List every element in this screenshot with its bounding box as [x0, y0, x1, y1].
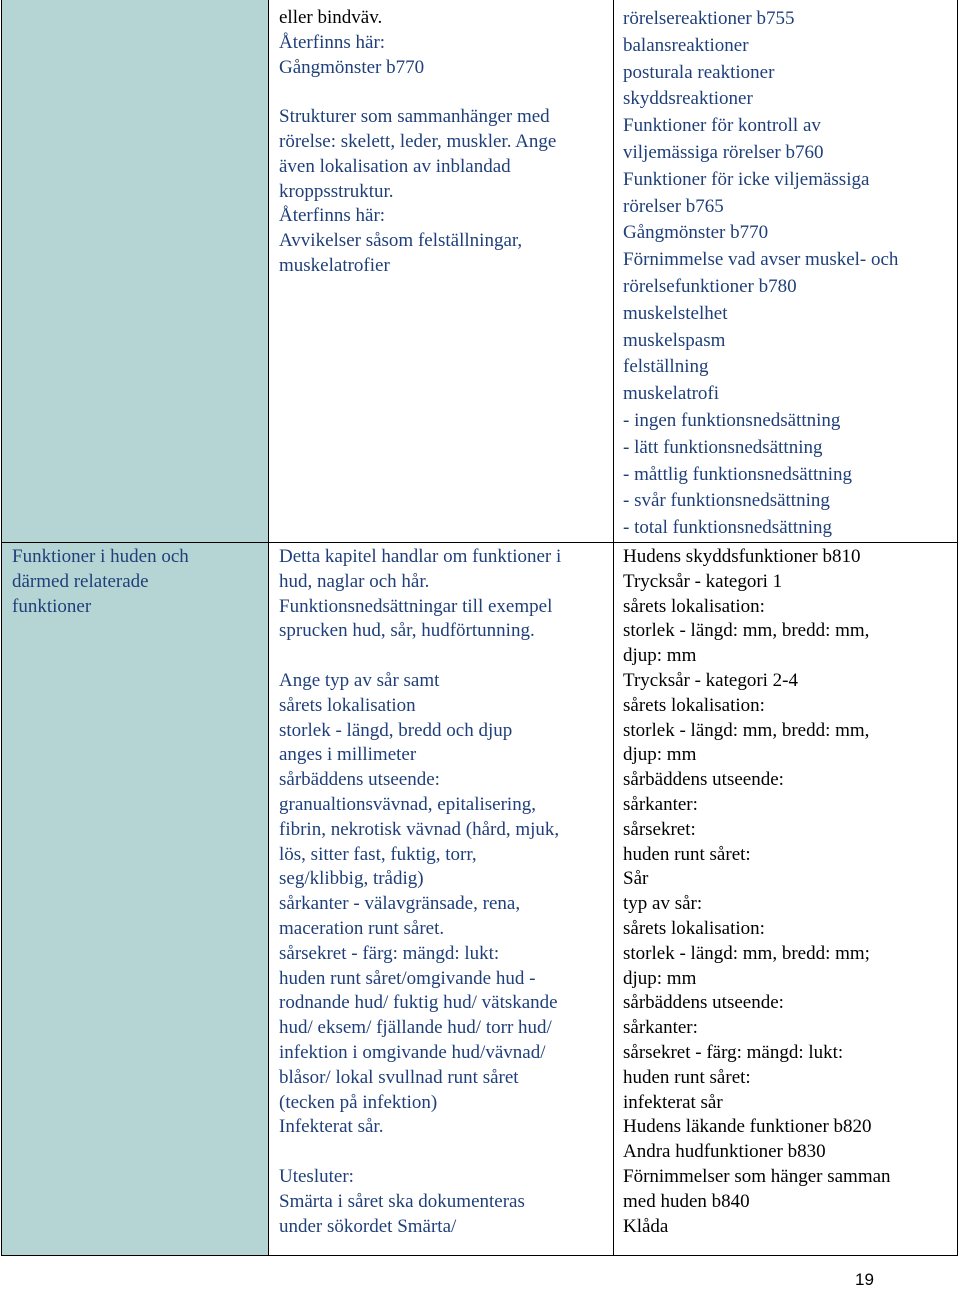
- text-line: rörelse: skelett, leder, muskler. Ange: [279, 130, 557, 152]
- text-line: infekterat sår: [623, 1091, 723, 1113]
- text-line: huden runt såret:: [623, 843, 751, 865]
- text-line: Strukturer som sammanhänger med: [279, 106, 550, 128]
- text-line: Trycksår - kategori 2-4: [623, 669, 799, 691]
- text-line: Trycksår - kategori 1: [623, 570, 783, 592]
- text-line: anges i millimeter: [279, 744, 417, 766]
- terms-column: [614, 0, 958, 1256]
- row-divider: [1, 542, 958, 543]
- text-line: sårsekret - färg: mängd: lukt:: [279, 942, 500, 964]
- text-line: Sår: [623, 868, 649, 890]
- text-line: med huden b840: [623, 1190, 750, 1212]
- text-line: rodnande hud/ fuktig hud/ vätskande: [279, 992, 558, 1014]
- text-line: Funktioner för kontroll av: [623, 115, 821, 137]
- text-line: fibrin, nekrotisk vävnad (hård, mjuk,: [279, 818, 560, 840]
- text-line: Ange typ av sår samt: [279, 669, 440, 691]
- page-number: 19: [855, 1270, 874, 1289]
- text-line: storlek - längd: mm, bredd: mm,: [623, 620, 870, 642]
- text-line: storlek - längd: mm, bredd: mm;: [623, 942, 870, 964]
- text-line: sårkanter:: [623, 1017, 698, 1039]
- text-line: Återfinns här:: [279, 31, 386, 53]
- text-line: under sökordet Smärta/: [279, 1215, 457, 1237]
- description-column: [269, 0, 614, 1256]
- text-line: seg/klibbig, trådig): [279, 868, 424, 890]
- text-line: Funktioner i huden och: [12, 546, 189, 567]
- text-line: sårkanter:: [623, 793, 698, 815]
- text-line: Gångmönster b770: [279, 56, 425, 78]
- text-line: - måttlig funktionsnedsättning: [623, 463, 853, 485]
- text-line: sårbäddens utseende:: [623, 769, 784, 791]
- text-line: Smärta i såret ska dokumenteras: [279, 1190, 525, 1212]
- text-line: därmed relaterade: [12, 570, 149, 592]
- text-line: - svår funktionsnedsättning: [623, 490, 830, 512]
- text-line: sårets lokalisation:: [623, 595, 765, 617]
- text-line: - total funktionsnedsättning: [623, 517, 832, 539]
- text-line: balansreaktioner: [623, 34, 749, 56]
- text-line: muskelspasm: [623, 329, 726, 351]
- text-line: maceration runt såret.: [279, 917, 445, 939]
- text-line: storlek - längd, bredd och djup: [279, 719, 513, 741]
- text-line: eller bindväv.: [279, 7, 383, 28]
- text-line: Klåda: [623, 1215, 669, 1237]
- text-line: muskelstelhet: [623, 302, 728, 324]
- text-line: typ av sår:: [623, 893, 703, 915]
- text-line: Hudens läkande funktioner b820: [623, 1116, 872, 1138]
- text-line: [279, 644, 561, 669]
- text-line: Funktioner för icke viljemässiga: [623, 168, 870, 190]
- text-line: [279, 1140, 561, 1165]
- text-line: huden runt såret:: [623, 1066, 751, 1088]
- text-line: storlek - längd: mm, bredd: mm,: [623, 719, 870, 741]
- text-line: sårsekret:: [623, 818, 696, 840]
- text-line: muskelatrofi: [623, 383, 720, 405]
- text-line: Detta kapitel handlar om funktioner i: [279, 546, 562, 567]
- text-line: - lätt funktionsnedsättning: [623, 436, 823, 458]
- text-line: rörelser b765: [623, 195, 724, 217]
- text-line: infektion i omgivande hud/vävnad/: [279, 1041, 546, 1063]
- description-bottom: [279, 545, 561, 1239]
- text-line: hud, naglar och hår.: [279, 570, 430, 592]
- text-line: Funktionsnedsättningar till exempel: [279, 595, 553, 617]
- text-line: lös, sitter fast, fuktig, torr,: [279, 843, 477, 865]
- text-line: huden runt såret/omgivande hud -: [279, 967, 536, 989]
- text-line: skyddsreaktioner: [623, 88, 753, 110]
- text-line: Hudens skyddsfunktioner b810: [623, 546, 861, 567]
- text-line: sårkanter - välavgränsade, rena,: [279, 893, 521, 915]
- text-line: sårbäddens utseende:: [623, 992, 784, 1014]
- text-line: rörelsefunktioner b780: [623, 275, 797, 297]
- text-line: (tecken på infektion): [279, 1091, 438, 1113]
- category-label: [12, 545, 189, 619]
- text-line: muskelatrofier: [279, 254, 390, 276]
- text-line: funktioner: [12, 595, 92, 617]
- text-line: granualtionsvävnad, epitalisering,: [279, 793, 536, 815]
- terms-top: [623, 6, 898, 542]
- text-line: även lokalisation av inblandad: [279, 155, 511, 177]
- text-line: djup: mm: [623, 645, 697, 667]
- text-line: sprucken hud, sår, hudförtunning.: [279, 620, 535, 642]
- text-line: sårets lokalisation: [279, 694, 416, 716]
- text-line: sårbäddens utseende:: [279, 769, 440, 791]
- text-line: Förnimmelser som hänger samman: [623, 1165, 891, 1187]
- text-line: felställning: [623, 356, 709, 378]
- text-line: [279, 80, 556, 105]
- text-line: sårets lokalisation:: [623, 694, 765, 716]
- text-line: rörelsereaktioner b755: [623, 8, 795, 29]
- text-line: kroppsstruktur.: [279, 180, 394, 202]
- table-bottom-border: [1, 1255, 958, 1256]
- text-line: - ingen funktionsnedsättning: [623, 409, 841, 431]
- text-line: Andra hudfunktioner b830: [623, 1141, 826, 1163]
- description-top: [279, 6, 556, 279]
- text-line: sårsekret - färg: mängd: lukt:: [623, 1041, 844, 1063]
- document-table: [1, 0, 958, 1256]
- category-column: [1, 0, 269, 1256]
- text-line: djup: mm: [623, 967, 697, 989]
- text-line: Infekterat sår.: [279, 1116, 384, 1138]
- text-line: posturala reaktioner: [623, 61, 775, 83]
- text-line: viljemässiga rörelser b760: [623, 141, 824, 163]
- text-line: Förnimmelse vad avser muskel- och: [623, 249, 899, 271]
- text-line: blåsor/ lokal svullnad runt såret: [279, 1066, 519, 1088]
- text-line: Gångmönster b770: [623, 222, 769, 244]
- text-line: Avvikelser såsom felställningar,: [279, 230, 523, 252]
- text-line: sårets lokalisation:: [623, 917, 765, 939]
- text-line: Återfinns här:: [279, 205, 386, 227]
- text-line: Utesluter:: [279, 1165, 354, 1187]
- terms-bottom: [623, 545, 891, 1239]
- text-line: djup: mm: [623, 744, 697, 766]
- text-line: hud/ eksem/ fjällande hud/ torr hud/: [279, 1017, 552, 1039]
